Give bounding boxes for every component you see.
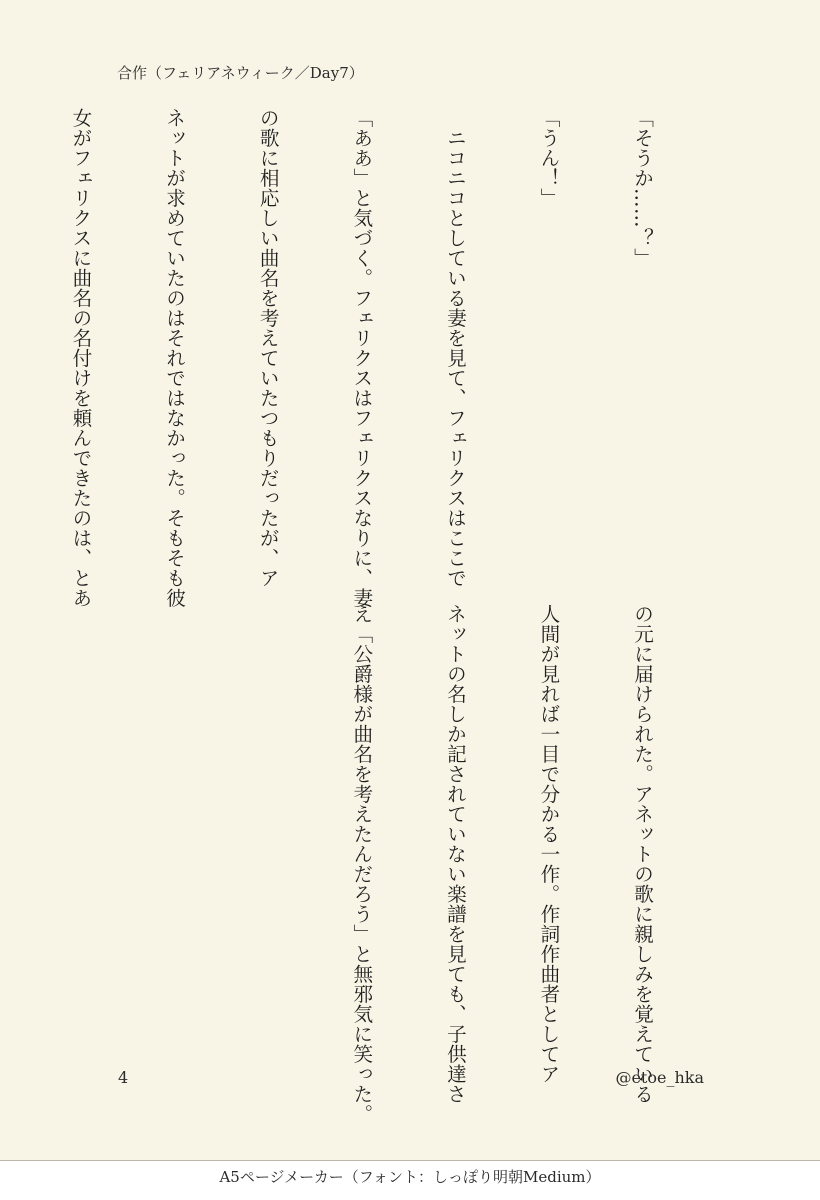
footer-caption: A5ページメーカー（フォント：しっぽり明朝Medium） [219,1168,601,1186]
text-line: ネットの名しか記されていない楽譜を見ても、子供達さ [443,604,467,1104]
text-line: 女がフェリクスに曲名の名付けを頼んできたのは、とあ [68,108,92,608]
text-line [0,108,2,582]
text-line: 「そうか……？」 [630,108,654,268]
text-line: え「公爵様が曲名を考えたんだろう」と無邪気に笑った。 [349,604,373,1124]
text-line: ネットが求めていたのはそれではなかった。そもそも彼 [162,108,186,608]
text-line: の元に届けられた。アネットの歌に親しみを覚えている [630,604,654,1104]
text-line: ニコニコとしている妻を見て、フェリクスはここで [443,108,467,588]
text-line: 人間が見れば一目で分かる一作。作詞作曲者としてア [536,604,560,1084]
page-number: 4 [118,1068,129,1087]
body-text-upper [0,108,720,608]
text-line: 「うん！」 [536,108,560,208]
chapter-title: 合作（フェリアネウィーク／Day7） [117,64,364,82]
text-line: の歌に相応しい曲名を考えていたつもりだったが、ア [256,108,280,588]
author-handle: @etoe_hka [615,1068,704,1087]
text-line: 「ああ」と気づく。フェリクスはフェリクスなりに、妻 [349,108,373,608]
